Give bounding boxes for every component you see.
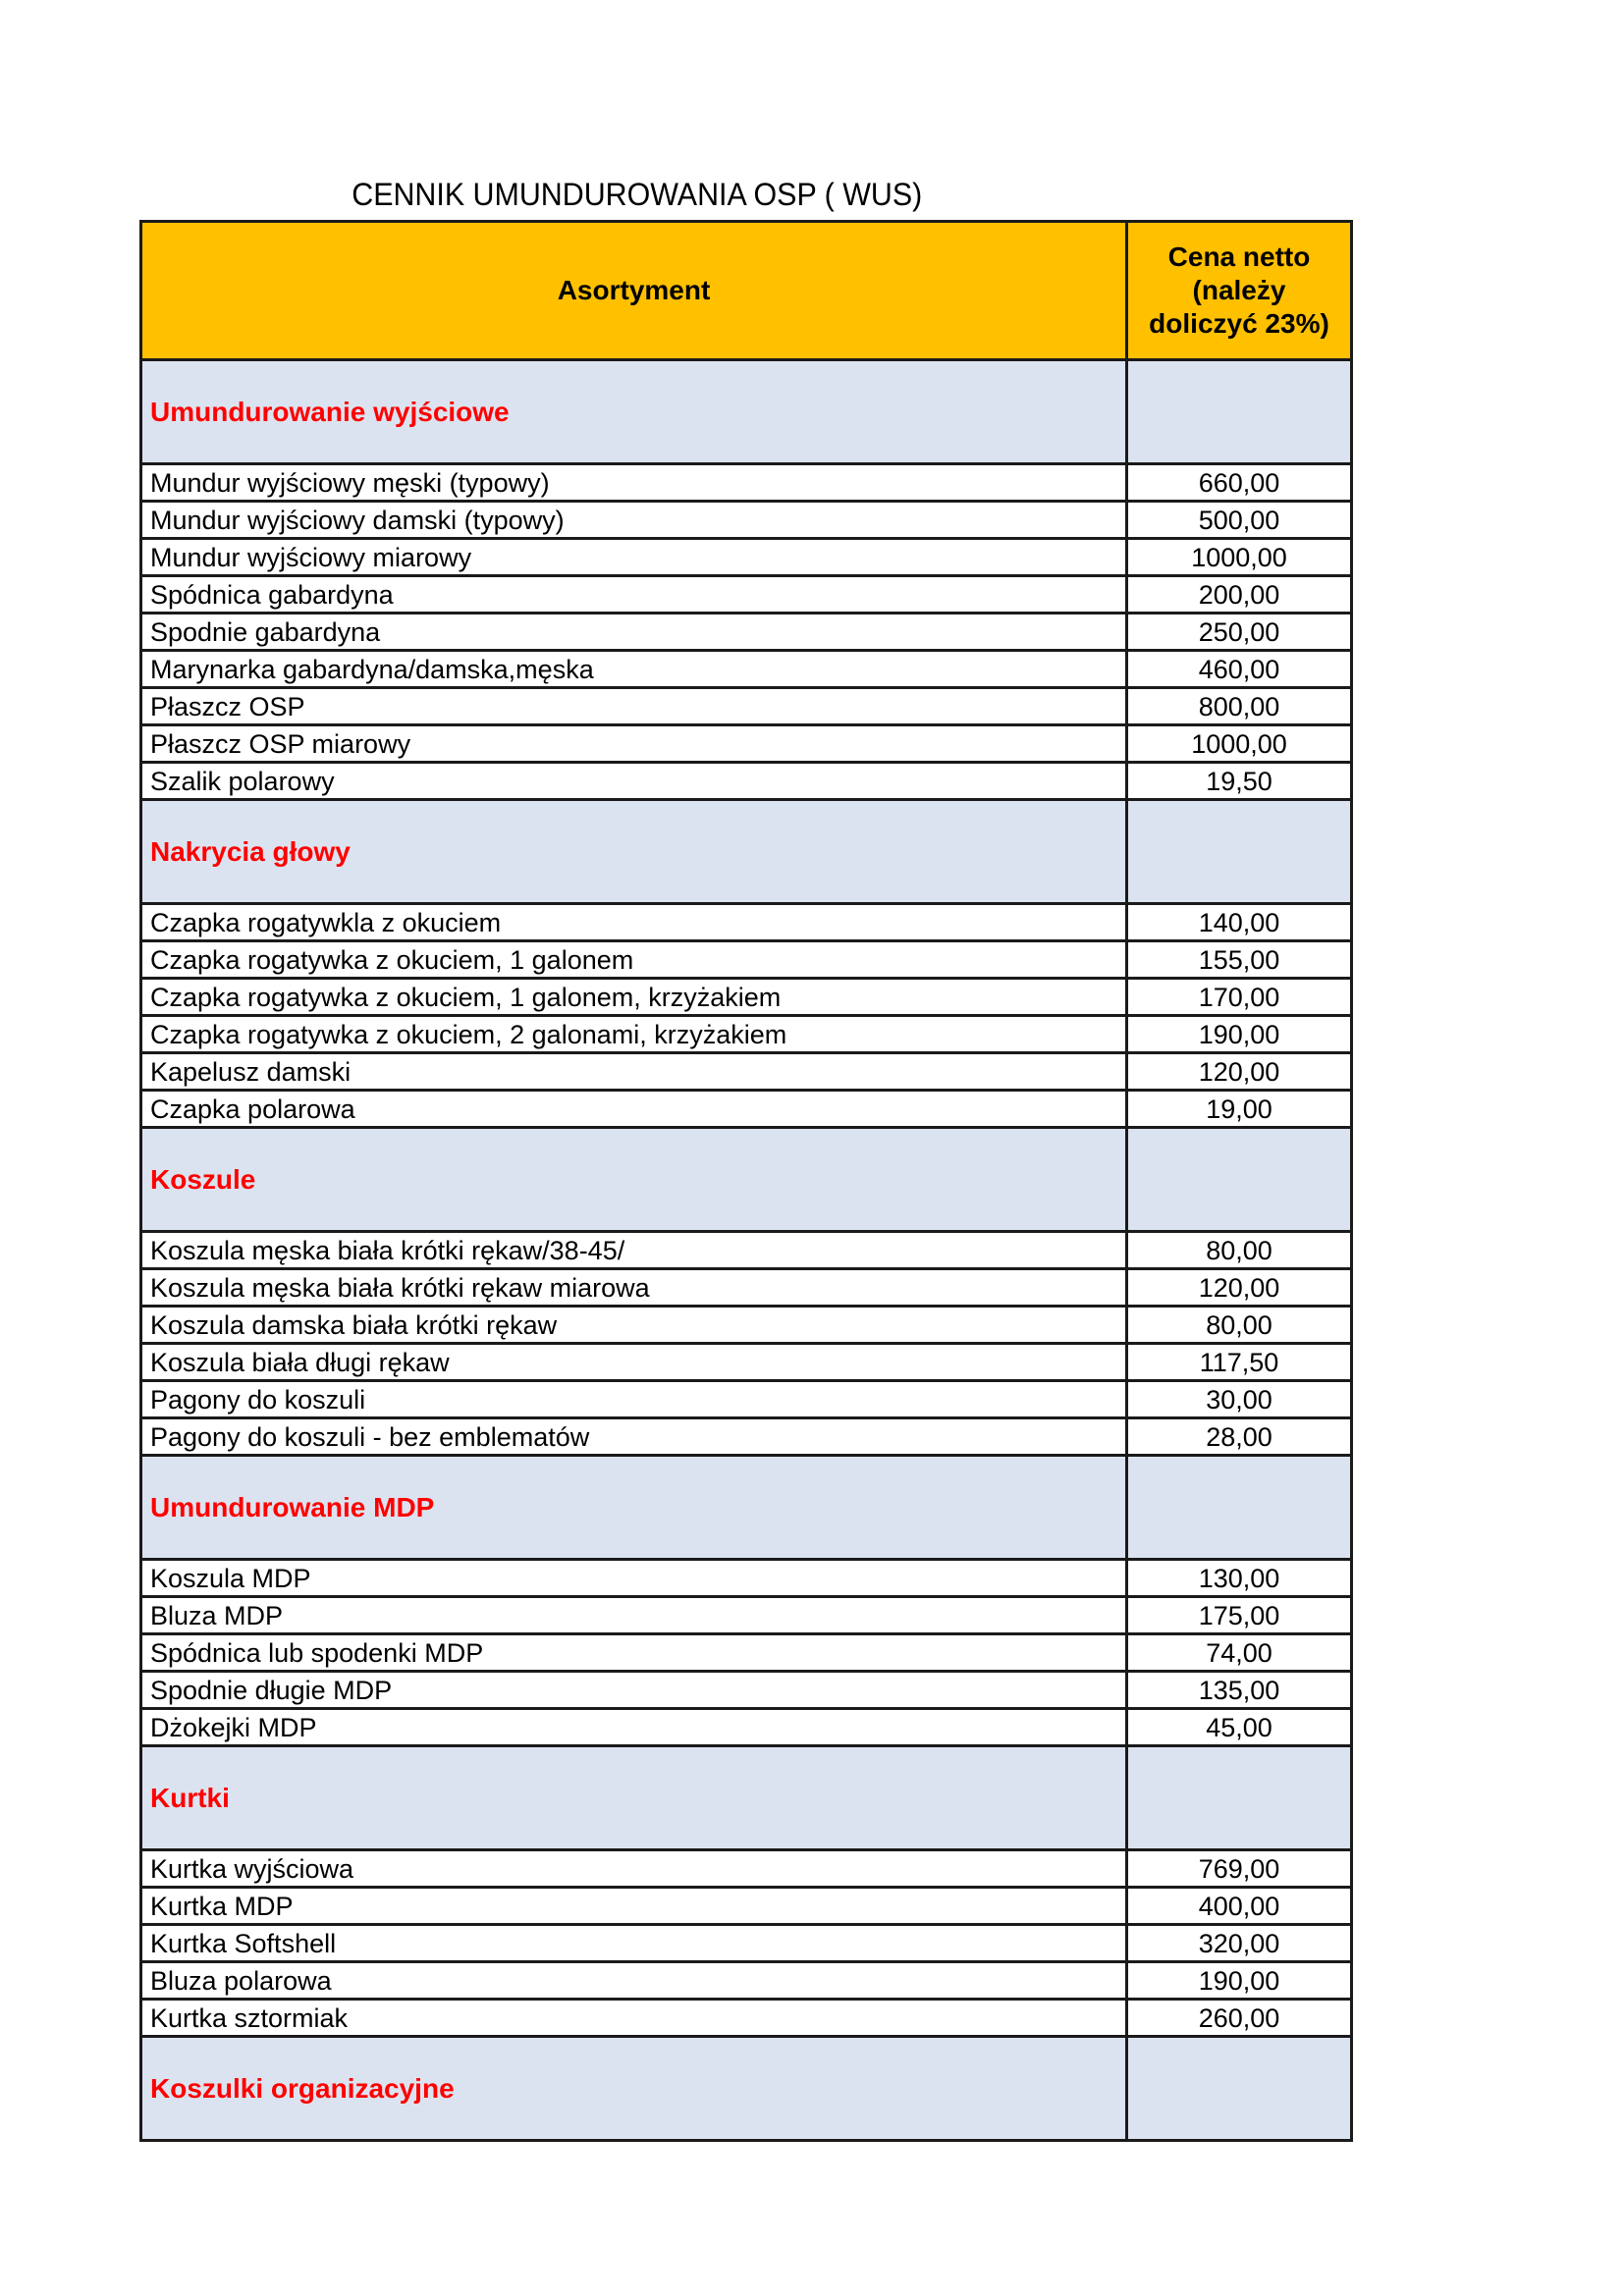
item-price: 250,00 xyxy=(1127,614,1352,651)
item-name: Kurtka sztormiak xyxy=(141,2000,1127,2037)
item-name: Kurtka Softshell xyxy=(141,1925,1127,1962)
table-row xyxy=(141,725,1352,763)
item-price: 1000,00 xyxy=(1127,725,1352,763)
item-price: 320,00 xyxy=(1127,1925,1352,1962)
table-row xyxy=(141,688,1352,725)
item-name: Spodnie gabardyna xyxy=(141,614,1127,651)
section-price-cell xyxy=(1127,1746,1352,1850)
item-name: Czapka rogatywka z okuciem, 1 galonem, krzyżakiem xyxy=(141,979,1127,1016)
table-row xyxy=(141,1634,1352,1672)
table-row xyxy=(141,763,1352,800)
table-row xyxy=(141,1888,1352,1925)
item-price: 190,00 xyxy=(1127,1016,1352,1053)
table-row xyxy=(141,1232,1352,1269)
item-name: Czapka polarowa xyxy=(141,1091,1127,1128)
table-row xyxy=(141,2000,1352,2037)
section-price-cell xyxy=(1127,2037,1352,2141)
item-price: 74,00 xyxy=(1127,1634,1352,1672)
item-name: Dżokejki MDP xyxy=(141,1709,1127,1746)
item-price: 800,00 xyxy=(1127,688,1352,725)
section-row xyxy=(141,1746,1352,1850)
item-name: Kurtka MDP xyxy=(141,1888,1127,1925)
table-row xyxy=(141,539,1352,576)
table-row xyxy=(141,904,1352,941)
item-price: 135,00 xyxy=(1127,1672,1352,1709)
section-price-cell xyxy=(1127,800,1352,904)
item-price: 190,00 xyxy=(1127,1962,1352,2000)
table-row xyxy=(141,651,1352,688)
item-name: Koszula męska biała krótki rękaw miarowa xyxy=(141,1269,1127,1307)
item-price: 19,00 xyxy=(1127,1091,1352,1128)
section-price-cell xyxy=(1127,360,1352,464)
item-name: Bluza MDP xyxy=(141,1597,1127,1634)
item-price: 200,00 xyxy=(1127,576,1352,614)
item-name: Czapka rogatywka z okuciem, 1 galonem xyxy=(141,941,1127,979)
table-row xyxy=(141,1053,1352,1091)
section-row xyxy=(141,800,1352,904)
item-name: Mundur wyjściowy miarowy xyxy=(141,539,1127,576)
item-price: 1000,00 xyxy=(1127,539,1352,576)
item-price: 130,00 xyxy=(1127,1560,1352,1597)
item-name: Czapka rogatywkla z okuciem xyxy=(141,904,1127,941)
column-header-price: Cena netto (należy doliczyć 23%) xyxy=(1127,222,1352,360)
item-price: 120,00 xyxy=(1127,1269,1352,1307)
item-price: 155,00 xyxy=(1127,941,1352,979)
item-price: 80,00 xyxy=(1127,1232,1352,1269)
table-row xyxy=(141,1925,1352,1962)
item-name: Koszula biała długi rękaw xyxy=(141,1344,1127,1381)
item-price: 769,00 xyxy=(1127,1850,1352,1888)
item-name: Koszula MDP xyxy=(141,1560,1127,1597)
section-title: Umundurowanie wyjściowe xyxy=(141,360,1127,464)
item-name: Mundur wyjściowy męski (typowy) xyxy=(141,464,1127,502)
table-row xyxy=(141,1962,1352,2000)
item-name: Kapelusz damski xyxy=(141,1053,1127,1091)
table-row xyxy=(141,1307,1352,1344)
item-name: Płaszcz OSP xyxy=(141,688,1127,725)
table-row xyxy=(141,614,1352,651)
section-title: Umundurowanie MDP xyxy=(141,1456,1127,1560)
table-row xyxy=(141,464,1352,502)
section-price-cell xyxy=(1127,1128,1352,1232)
item-price: 28,00 xyxy=(1127,1418,1352,1456)
item-price: 120,00 xyxy=(1127,1053,1352,1091)
item-price: 460,00 xyxy=(1127,651,1352,688)
item-price: 170,00 xyxy=(1127,979,1352,1016)
item-name: Bluza polarowa xyxy=(141,1962,1127,2000)
table-row xyxy=(141,1560,1352,1597)
item-name: Spódnica gabardyna xyxy=(141,576,1127,614)
item-name: Marynarka gabardyna/damska,męska xyxy=(141,651,1127,688)
document-title: CENNIK UMUNDUROWANIA OSP ( WUS) xyxy=(352,177,923,212)
item-name: Pagony do koszuli - bez emblematów xyxy=(141,1418,1127,1456)
table-row xyxy=(141,979,1352,1016)
table-row xyxy=(141,1091,1352,1128)
table-row xyxy=(141,576,1352,614)
item-price: 140,00 xyxy=(1127,904,1352,941)
item-name: Mundur wyjściowy damski (typowy) xyxy=(141,502,1127,539)
table-row xyxy=(141,1672,1352,1709)
table-row xyxy=(141,1850,1352,1888)
item-price: 500,00 xyxy=(1127,502,1352,539)
item-price: 400,00 xyxy=(1127,1888,1352,1925)
section-row xyxy=(141,360,1352,464)
column-header-item: Asortyment xyxy=(141,222,1127,360)
section-row xyxy=(141,2037,1352,2141)
item-name: Kurtka wyjściowa xyxy=(141,1850,1127,1888)
item-price: 19,50 xyxy=(1127,763,1352,800)
section-title: Kurtki xyxy=(141,1746,1127,1850)
item-price: 45,00 xyxy=(1127,1709,1352,1746)
table-row xyxy=(141,1597,1352,1634)
table-row xyxy=(141,1381,1352,1418)
item-price: 175,00 xyxy=(1127,1597,1352,1634)
table-row xyxy=(141,941,1352,979)
table-row xyxy=(141,1709,1352,1746)
table-row xyxy=(141,1418,1352,1456)
table-row xyxy=(141,1344,1352,1381)
item-name: Spódnica lub spodenki MDP xyxy=(141,1634,1127,1672)
item-price: 80,00 xyxy=(1127,1307,1352,1344)
section-title: Koszulki organizacyjne xyxy=(141,2037,1127,2141)
table-row xyxy=(141,502,1352,539)
table-row xyxy=(141,1269,1352,1307)
section-row xyxy=(141,1456,1352,1560)
item-name: Szalik polarowy xyxy=(141,763,1127,800)
price-list-table xyxy=(139,220,1353,2142)
item-price: 660,00 xyxy=(1127,464,1352,502)
item-name: Koszula męska biała krótki rękaw/38-45/ xyxy=(141,1232,1127,1269)
item-price: 30,00 xyxy=(1127,1381,1352,1418)
section-price-cell xyxy=(1127,1456,1352,1560)
item-name: Pagony do koszuli xyxy=(141,1381,1127,1418)
item-name: Koszula damska biała krótki rękaw xyxy=(141,1307,1127,1344)
section-title: Koszule xyxy=(141,1128,1127,1232)
section-row xyxy=(141,1128,1352,1232)
item-price: 117,50 xyxy=(1127,1344,1352,1381)
table-header-row xyxy=(141,222,1352,360)
section-title: Nakrycia głowy xyxy=(141,800,1127,904)
item-name: Spodnie długie MDP xyxy=(141,1672,1127,1709)
item-name: Płaszcz OSP miarowy xyxy=(141,725,1127,763)
item-name: Czapka rogatywka z okuciem, 2 galonami, krzyżakiem xyxy=(141,1016,1127,1053)
table-row xyxy=(141,1016,1352,1053)
item-price: 260,00 xyxy=(1127,2000,1352,2037)
